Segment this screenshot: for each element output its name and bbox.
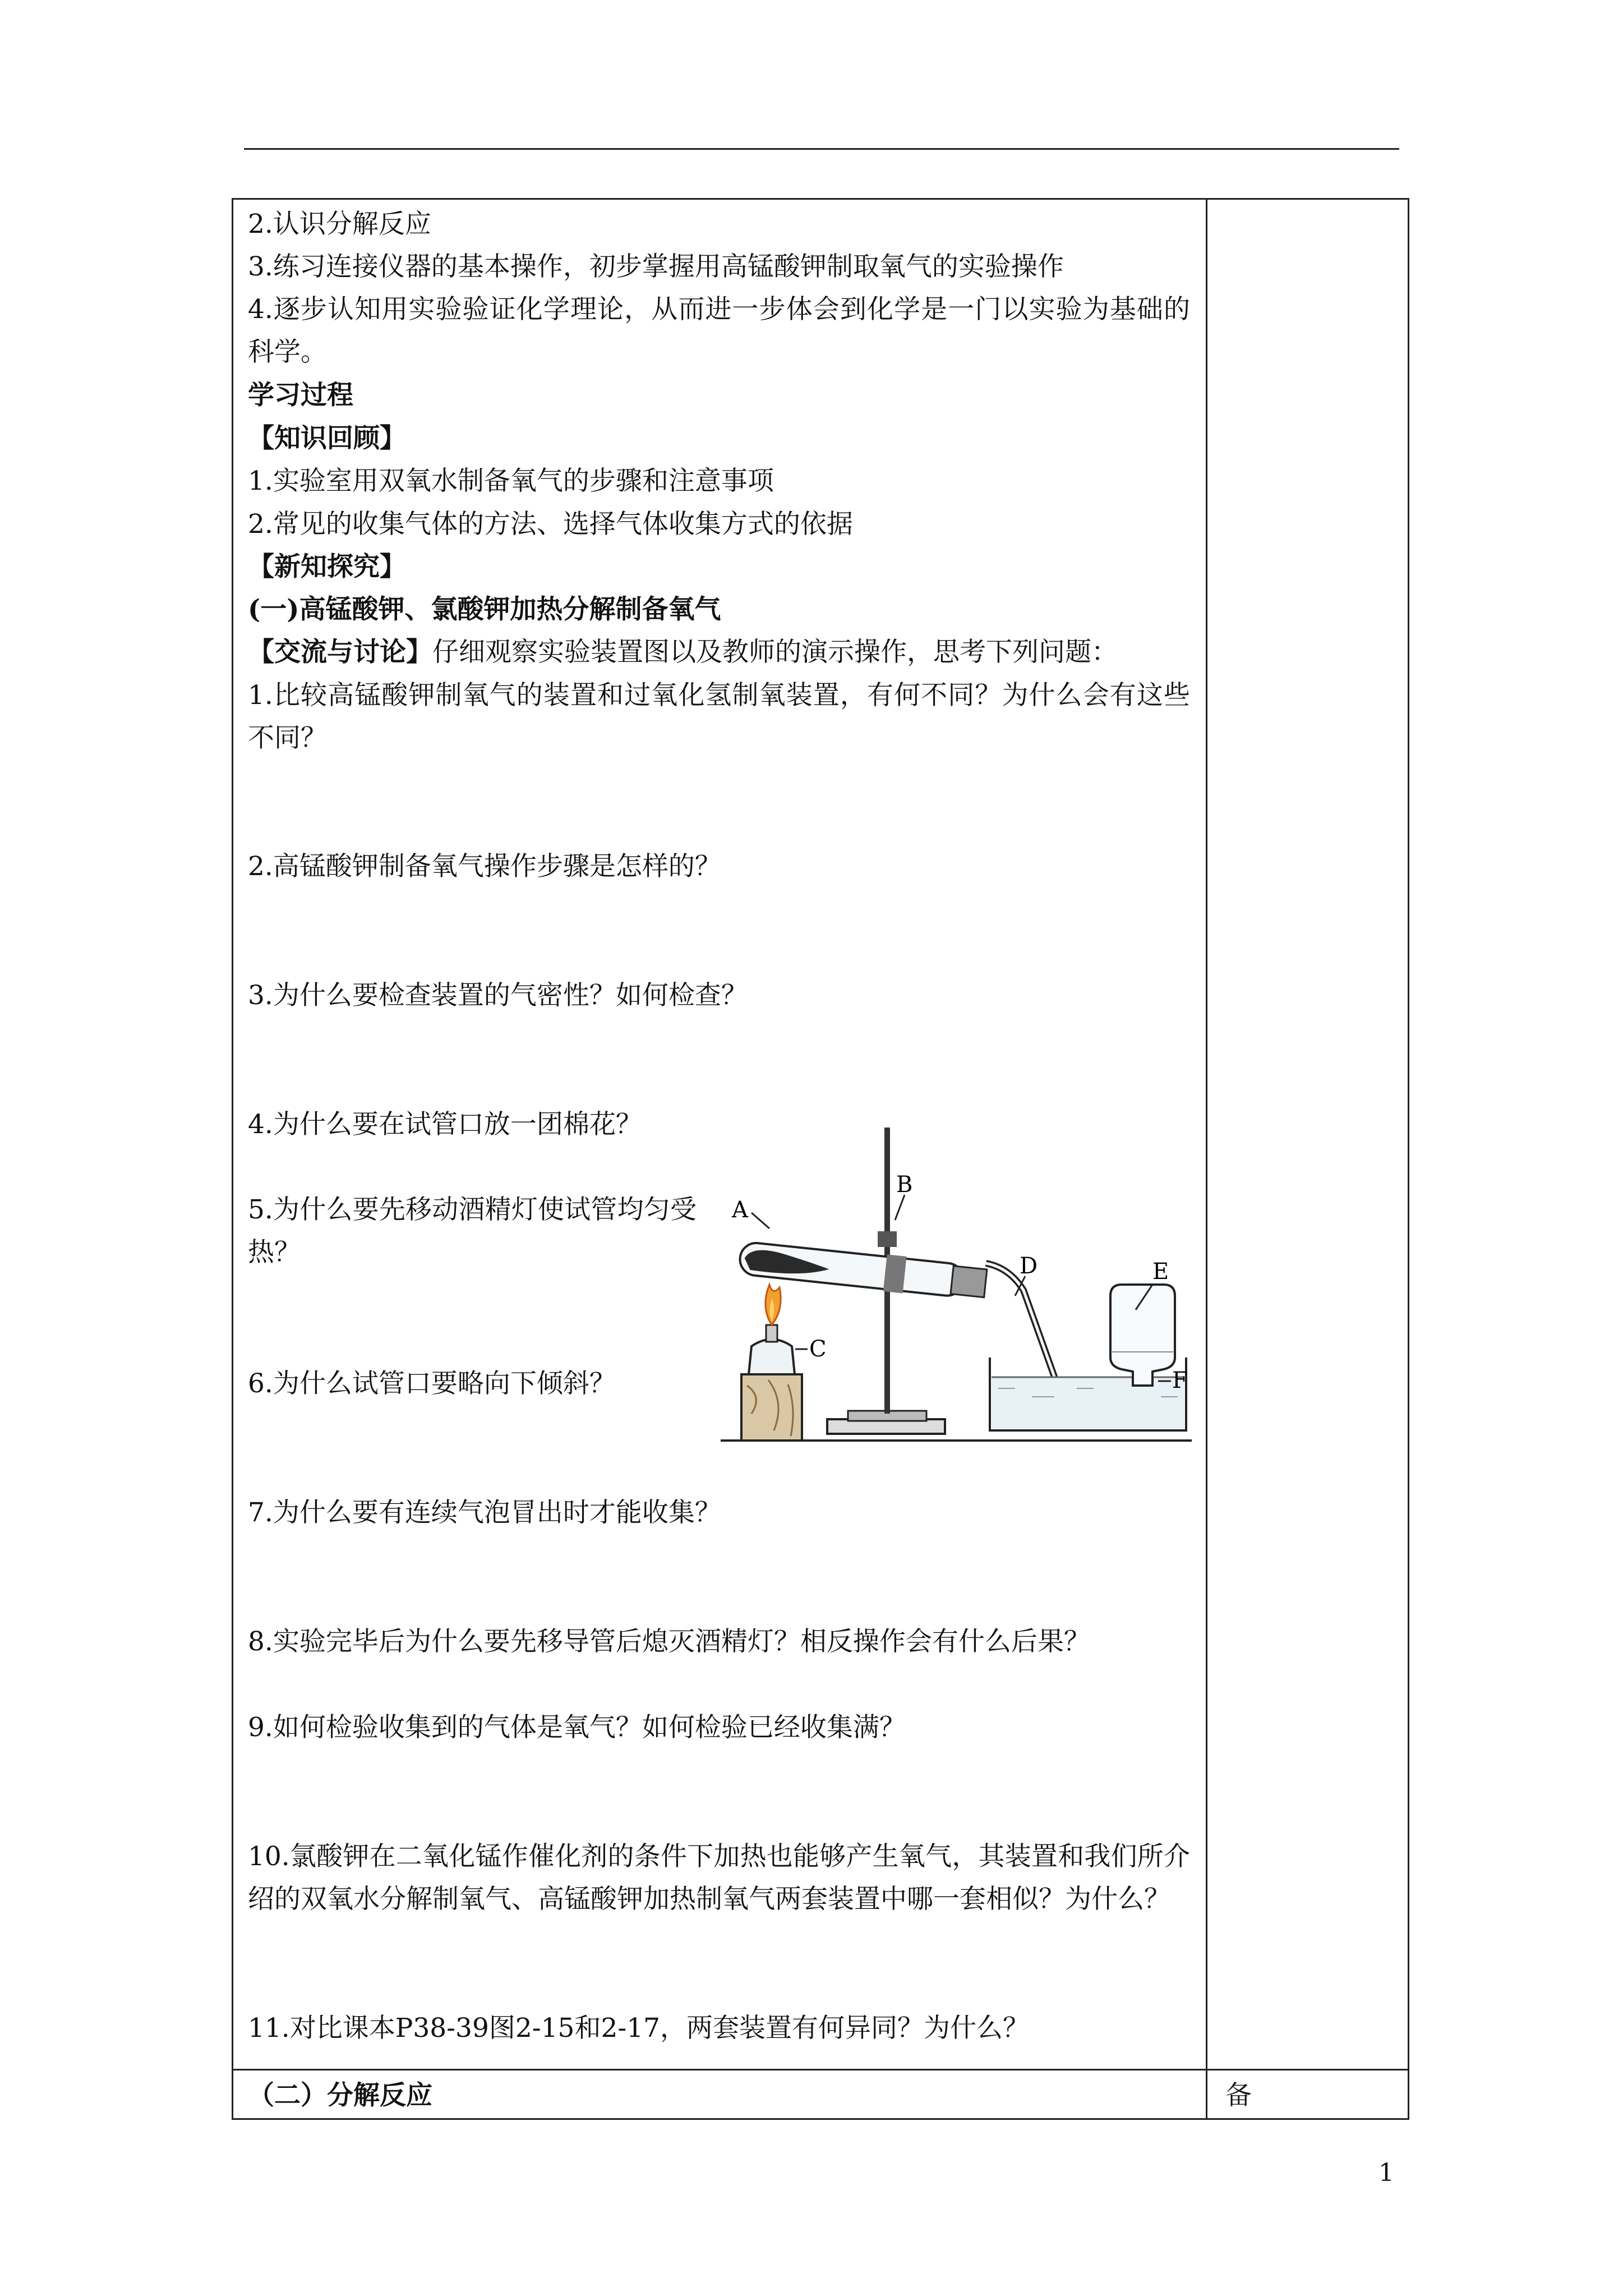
row-divider (232, 2069, 1409, 2070)
question-1: 1.比较高锰酸钾制氧气的装置和过氧化氢制氧装置，有何不同？为什么会有这些不同？ (248, 680, 1190, 753)
question-6: 6.为什么试管口要略向下倾斜？ (248, 1368, 616, 1399)
section1-title: (一)高锰酸钾、氯酸钾加热分解制备氧气 (248, 594, 721, 625)
question-5: 5.为什么要先移动酒精灯使试管均匀受热？ (248, 1194, 697, 1268)
header-rule (244, 148, 1399, 150)
label-c: C (809, 1336, 827, 1362)
question-9: 9.如何检验收集到的气体是氧气？如何检验已经收集满？ (248, 1712, 906, 1743)
process-heading: 学习过程 (248, 380, 353, 411)
label-d: D (1020, 1253, 1038, 1279)
label-e: E (1152, 1259, 1169, 1285)
question-8: 8.实验完毕后为什么要先移导管后熄灭酒精灯？相反操作会有什么后果？ (248, 1626, 1090, 1657)
review-item-2: 2.常见的收集气体的方法、选择气体收集方式的依据 (248, 509, 853, 540)
question-7: 7.为什么要有连续气泡冒出时才能收集？ (248, 1497, 721, 1528)
objective-3: 3.练习连接仪器的基本操作，初步掌握用高锰酸钾制取氧气的实验操作 (248, 251, 1064, 282)
column-divider (1206, 198, 1207, 2120)
question-11: 11.对比课本P38-39图2-15和2-17，两套装置有何异同？为什么？ (248, 2013, 1030, 2044)
label-f: F (1172, 1368, 1188, 1393)
alcohol-lamp (749, 1340, 795, 1375)
question-2: 2.高锰酸钾制备氧气操作步骤是怎样的？ (248, 851, 721, 882)
review-item-1: 1.实验室用双氧水制备氧气的步骤和注意事项 (248, 466, 774, 496)
discussion-text: 仔细观察实验装置图以及教师的演示操作，思考下列问题： (432, 637, 1118, 668)
objective-2: 2.认识分解反应 (248, 209, 431, 240)
section2-title: （二）分解反应 (248, 2080, 432, 2111)
clamp (878, 1231, 897, 1247)
water (992, 1377, 1184, 1429)
explore-heading: 【新知探究】 (248, 551, 406, 582)
discussion-label: 【交流与讨论】 (248, 637, 432, 668)
label-a: A (732, 1197, 748, 1223)
discussion-line (248, 631, 1118, 674)
question-4: 4.为什么要在试管口放一团棉花？ (248, 1109, 642, 1140)
question-10: 10.氯酸钾在二氧化锰作催化剂的条件下加热也能够产生氧气，其装置和我们所介绍的双氧水分解制氧气、高锰酸钾加热制氧气两套装置中哪一套相似？为什么？ (248, 1841, 1190, 1915)
label-b: B (896, 1172, 913, 1198)
page-number: 1 (1378, 2159, 1394, 2187)
review-heading: 【知识回顾】 (248, 423, 406, 454)
apparatus-diagram (718, 1116, 1195, 1453)
objective-4: 4.逐步认知用实验验证化学理论，从而进一步体会到化学是一门以实验为基础的科学。 (248, 294, 1190, 367)
question-3: 3.为什么要检查装置的气密性？如何检查？ (248, 980, 748, 1011)
side-note: 备 (1225, 2080, 1252, 2111)
